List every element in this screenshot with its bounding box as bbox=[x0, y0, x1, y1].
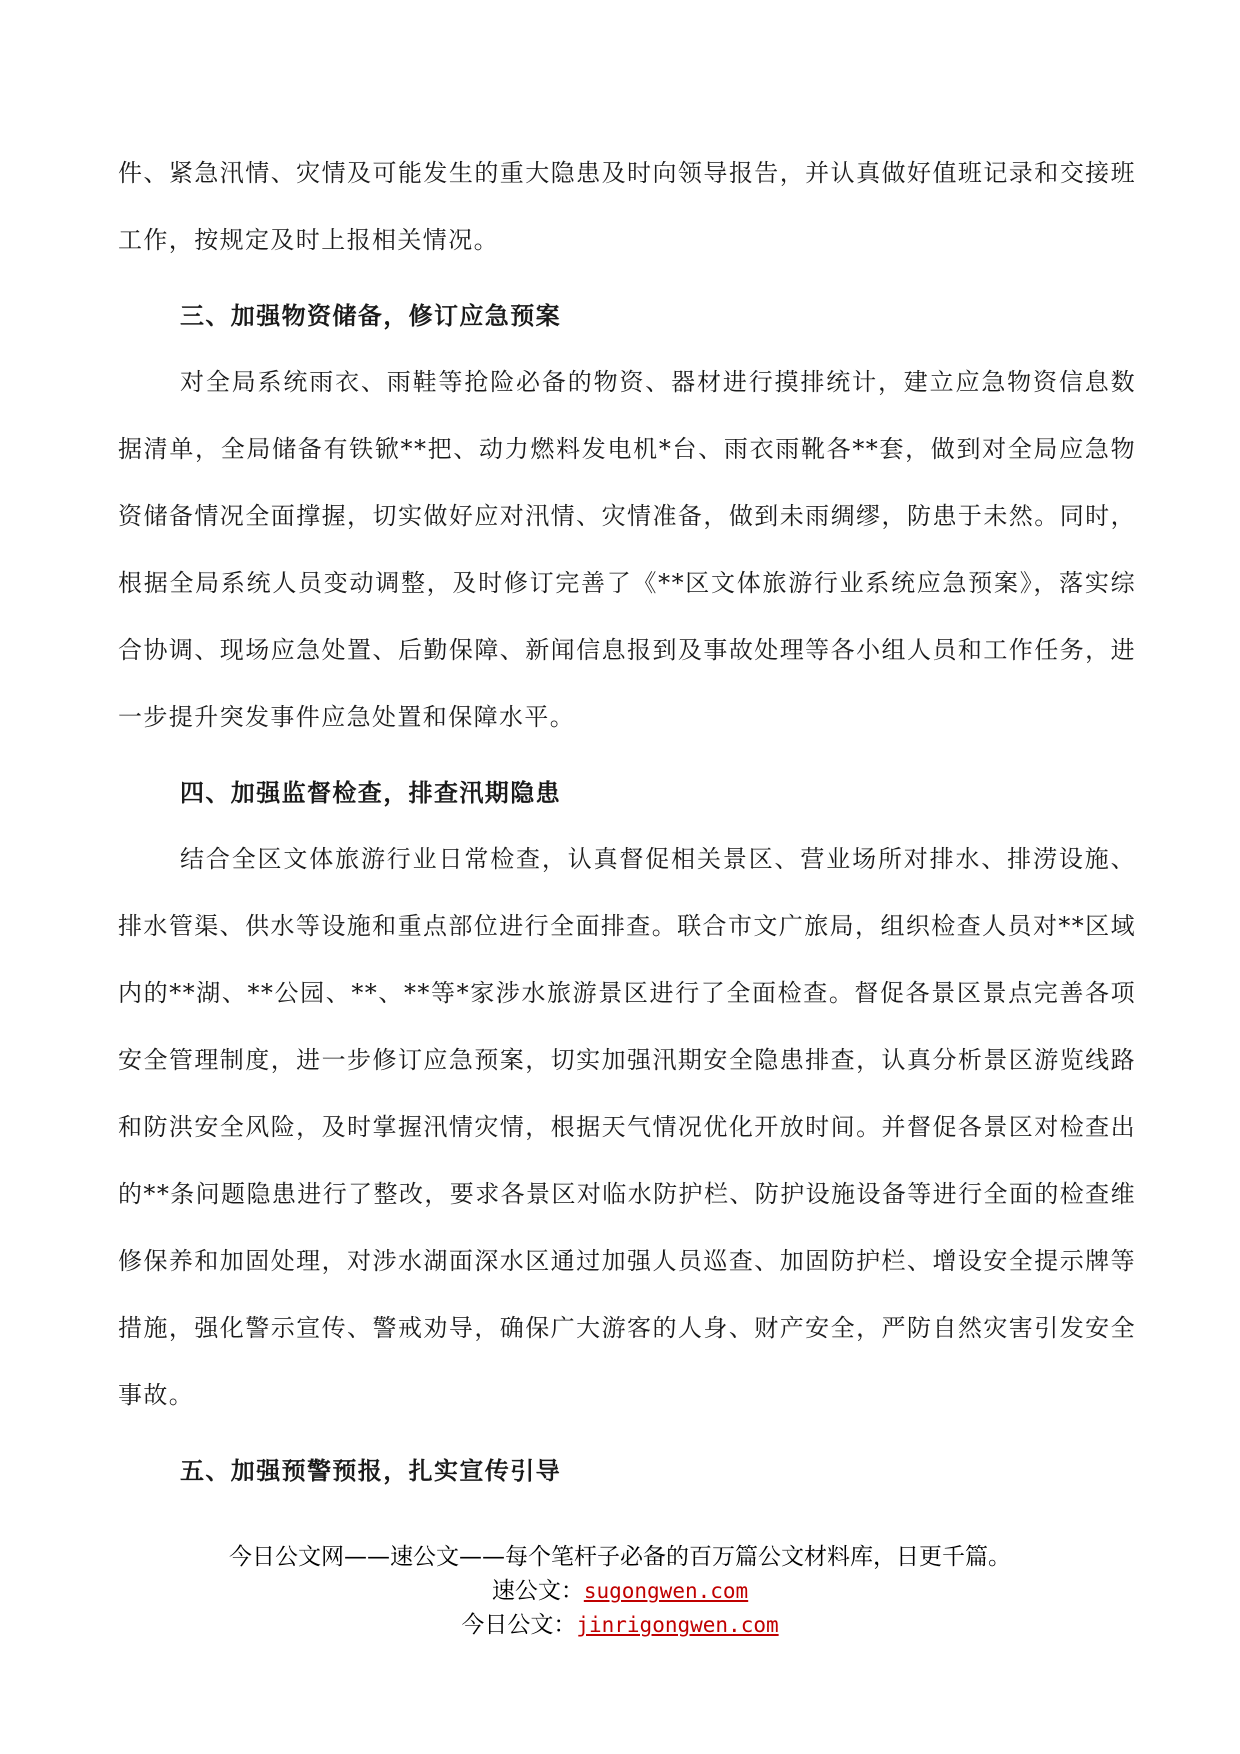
footer-site2-link[interactable]: jinrigongwen.com bbox=[576, 1613, 779, 1637]
footer-site1-link[interactable]: sugongwen.com bbox=[583, 1579, 749, 1603]
body-paragraph: 结合全区文体旅游行业日常检查，认真督促相关景区、营业场所对排水、排涝设施、排水管渠、供水等设施和重点部位进行全面排查。联合市文广旅局，组织检查人员对**区域内的**湖、**公园、**、**等*家涉水旅游景区进行了全面检查。督促各景区景点完善各项安全管理制度，进一步修订应急预案，切实加强汛期安全隐患排查，认真分析景区游览线路和防洪安全风险，及时掌握汛情灾情，根据天气情况优化开放时间。并督促各景区对检查出的**条问题隐患进行了整改，要求各景区对临水防护栏、防护设施设备等进行全面的检查维修保养和加固处理，对涉水湖面深水区通过加强人员巡查、加固防护栏、增设安全提示牌等措施，强化警示宣传、警戒劝导，确保广大游客的人身、财产安全，严防自然灾害引发安全事故。 bbox=[118, 845, 1136, 1409]
document-body bbox=[118, 140, 1136, 1504]
section-heading: 三、加强物资储备，修订应急预案 bbox=[180, 301, 561, 330]
footer-site2-label: 今日公文： bbox=[461, 1612, 577, 1638]
section-heading: 五、加强预警预报，扎实宣传引导 bbox=[180, 1456, 561, 1485]
footer-site1 bbox=[0, 1574, 1240, 1608]
footer-tagline: 今日公文网——速公文——每个笔杆子必备的百万篇公文材料库，日更千篇。 bbox=[229, 1544, 1011, 1570]
footer bbox=[0, 1540, 1240, 1642]
section-heading: 四、加强监督检查，排查汛期隐患 bbox=[180, 778, 561, 807]
footer-site1-label: 速公文： bbox=[491, 1578, 584, 1604]
body-paragraph: 对全局系统雨衣、雨鞋等抢险必备的物资、器材进行摸排统计，建立应急物资信息数据清单，全局储备有铁锨**把、动力燃料发电机*台、雨衣雨靴各**套，做到对全局应急物资储备情况全面撑握，切实做好应对汛情、灾情准备，做到未雨绸缪，防患于未然。同时，根据全局系统人员变动调整，及时修订完善了《**区文体旅游行业系统应急预案》，落实综合协调、现场应急处置、后勤保障、新闻信息报到及事故处理等各小组人员和工作任务，进一步提升突发事件应急处置和保障水平。 bbox=[118, 368, 1136, 731]
body-paragraph: 件、紧急汛情、灾情及可能发生的重大隐患及时向领导报告，并认真做好值班记录和交接班工作，按规定及时上报相关情况。 bbox=[118, 159, 1136, 254]
footer-site2 bbox=[0, 1608, 1240, 1642]
